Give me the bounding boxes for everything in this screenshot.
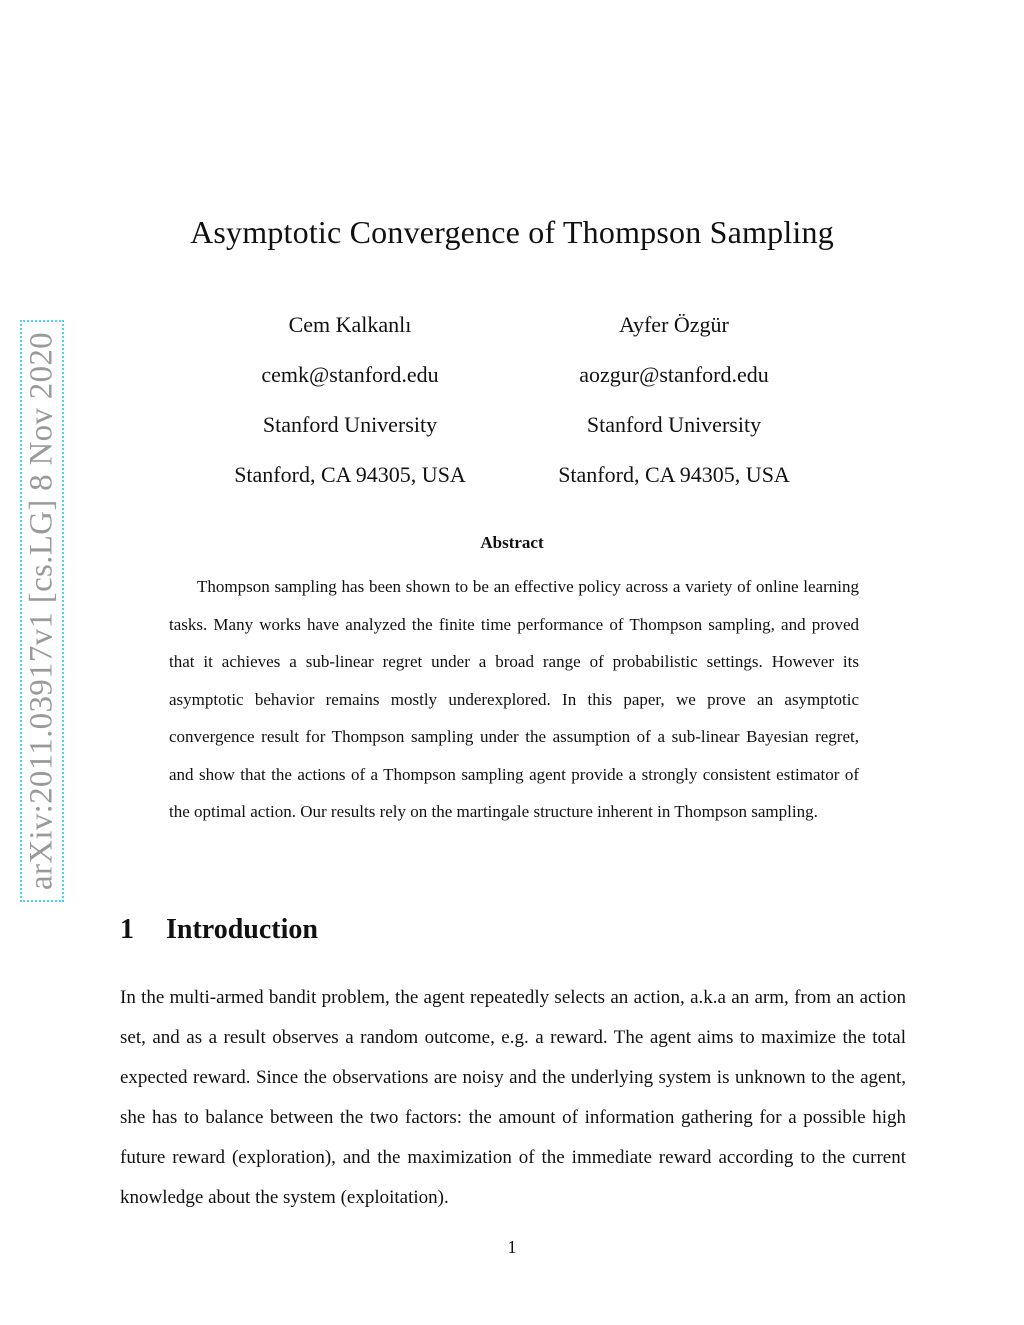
section-heading — [120, 914, 318, 946]
introduction-text: In the multi-armed bandit problem, the agent repeatedly selects an action, a.k.a an arm, from an action set, and as a result observes a random outcome, e.g. a reward. The agent aims to maximize the total expected reward. Since the observations are noisy and the underlying system is unknown to the agent, she has to balance between the two factors: the amount of information gathering for a possible high future reward (exploration), and the maximization of the immediate reward according to the current knowledge about the system (exploitation). — [120, 987, 906, 1208]
author-block-1 — [190, 300, 510, 500]
page-number: 1 — [507, 1237, 517, 1257]
author-address: Stanford, CA 94305, USA — [234, 462, 466, 487]
arxiv-id[interactable]: arXiv:2011.03917v1 [cs.LG] 8 Nov 2020 — [23, 332, 60, 890]
author-name: Cem Kalkanlı — [288, 312, 412, 337]
section-title: Introduction — [166, 914, 318, 945]
paper-title: Asymptotic Convergence of Thompson Sampling — [190, 214, 834, 250]
author-institution: Stanford University — [262, 412, 438, 437]
arxiv-stamp[interactable] — [20, 320, 64, 902]
abstract-heading: Abstract — [480, 533, 544, 552]
author-institution: Stanford University — [586, 412, 762, 437]
section-number: 1 — [120, 914, 134, 945]
author-email[interactable]: aozgur@stanford.edu — [579, 362, 769, 387]
author-name: Ayfer Özgür — [619, 312, 729, 337]
abstract-text: Thompson sampling has been shown to be an effective policy across a variety of online learning tasks. Many works have analyzed the finite time performance of Thompson sampling, and proved that it achieves a sub-linear regret under a broad range of probabilistic settings. However its asymptotic behavior remains mostly underexplored. In this paper, we prove an asymptotic convergence result for Thompson sampling under the assumption of a sub-linear Bayesian regret, and show that the actions of a Thompson sampling agent provide a strongly consistent estimator of the optimal action. Our results rely on the martingale structure inherent in Thompson sampling. — [169, 577, 859, 821]
author-address: Stanford, CA 94305, USA — [558, 462, 790, 487]
author-email[interactable]: cemk@stanford.edu — [261, 362, 439, 387]
author-block-2 — [514, 300, 834, 500]
